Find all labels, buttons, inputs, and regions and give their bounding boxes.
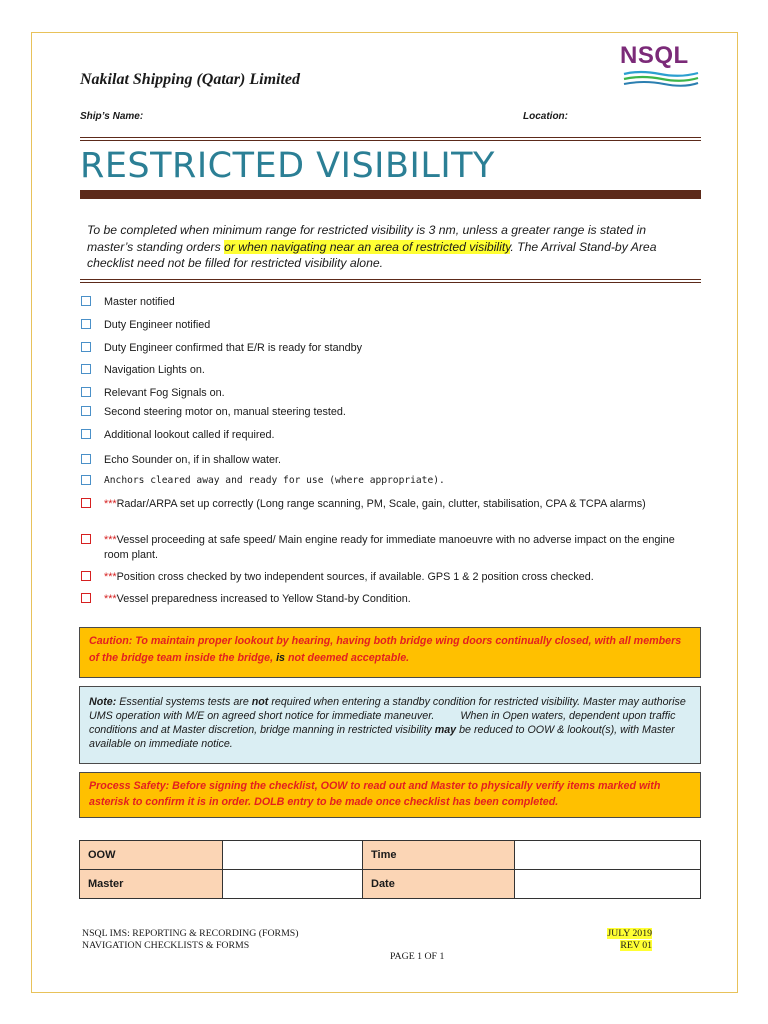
- caution-text-2: not deemed acceptable.: [284, 652, 410, 664]
- master-field[interactable]: [223, 870, 363, 899]
- note-not: not: [251, 696, 269, 708]
- checklist-item: [80, 341, 680, 356]
- asterisk-marker: ***: [104, 534, 117, 546]
- time-field[interactable]: [515, 841, 701, 870]
- checklist-item: [80, 386, 680, 401]
- note-label: Note:: [89, 696, 117, 708]
- checkbox[interactable]: [81, 454, 91, 464]
- checklist-item-text: Position cross checked by two independent sources, if available. GPS 1 & 2 position cross checked.: [116, 571, 594, 583]
- checklist-item-critical: [80, 533, 680, 562]
- checklist-item-critical: [80, 497, 680, 512]
- asterisk-marker: ***: [104, 593, 117, 605]
- checkbox[interactable]: [81, 593, 91, 603]
- checklist-item: [80, 318, 680, 333]
- footer-rev: REV 01: [620, 939, 652, 951]
- checklist-item-text: Vessel proceeding at safe speed/ Main engine ready for immediate manoeuvre with no adverse impact on the engine room plant.: [104, 534, 675, 561]
- company-logo: [620, 42, 702, 90]
- table-row: [80, 841, 701, 870]
- asterisk-marker: ***: [104, 571, 117, 583]
- caution-box: [79, 627, 701, 678]
- intro-part-1: To be completed when minimum range for restricted visibility is 3 nm, unless a greater range is stated in master’s standing orders: [87, 223, 647, 254]
- caution-text-1: Caution: To maintain proper lookout by hearing, having both bridge wing doors continually closed, with all members of the bridge team inside the bridge,: [89, 635, 682, 664]
- checklist-item: [80, 428, 680, 443]
- checklist-item: [80, 453, 680, 468]
- intro-rule-2: [80, 282, 701, 283]
- note-box: [79, 686, 701, 764]
- checklist-item-text: Anchors cleared away and ready for use (where appropriate).: [104, 475, 445, 486]
- footer-line-1: NSQL IMS: REPORTING & RECORDING (FORMS): [82, 928, 299, 939]
- intro-rule: [80, 279, 701, 280]
- checklist-item: [80, 363, 680, 378]
- checkbox[interactable]: [81, 387, 91, 397]
- intro-highlight: or when navigating near an area of restricted visibility: [224, 239, 511, 254]
- logo-text: NSQL: [620, 42, 689, 69]
- checklist-item-text: Vessel preparedness increased to Yellow Stand-by Condition.: [116, 593, 411, 605]
- checklist-item: [80, 405, 680, 420]
- asterisk-marker: ***: [104, 498, 117, 510]
- checklist-item-text: Duty Engineer notified: [104, 319, 211, 331]
- checkbox[interactable]: [81, 571, 91, 581]
- footer-line-2: NAVIGATION CHECKLISTS & FORMS: [82, 939, 250, 951]
- note-text-1: Essential systems tests are: [116, 696, 252, 708]
- checkbox[interactable]: [81, 406, 91, 416]
- checklist-item-text: Second steering motor on, manual steering tested.: [104, 406, 346, 418]
- date-field[interactable]: [515, 870, 701, 899]
- page-number: PAGE 1 OF 1: [390, 951, 445, 962]
- master-label: Master: [80, 870, 223, 899]
- checkbox[interactable]: [81, 534, 91, 544]
- title-bar: [80, 190, 701, 199]
- footer-right: [560, 928, 652, 951]
- note-may: may: [434, 724, 457, 736]
- checklist-item-critical: [80, 570, 680, 585]
- checkbox[interactable]: [81, 342, 91, 352]
- checklist-item-text: Duty Engineer confirmed that E/R is ready for standby: [104, 342, 363, 354]
- time-label: Time: [363, 841, 515, 870]
- note-text-4: be reduced to OOW & lookout(s), with Master available on immediate notice.: [89, 724, 675, 750]
- checklist-item-critical: [80, 592, 680, 607]
- checkbox[interactable]: [81, 364, 91, 374]
- checklist-item-text: Navigation Lights on.: [104, 364, 205, 376]
- checkbox[interactable]: [81, 319, 91, 329]
- note-text-2: required when entering a standby condition for restricted visibility. Master may authorise UMS operation with M/E on agreed short notice for immediate maneuver.: [89, 696, 686, 722]
- intro-text: [87, 222, 695, 272]
- location-label: Location:: [523, 111, 568, 122]
- header-rule-2: [80, 140, 701, 141]
- checklist-item-text: Additional lookout called if required.: [104, 429, 275, 441]
- process-safety-box: Process Safety: Before signing the checklist, OOW to read out and Master to physically verify items marked with asterisk to confirm it is in order. DOLB entry to be made once checklist has been completed.: [79, 772, 701, 818]
- caution-is: is: [276, 652, 285, 664]
- note-text-3: When in Open waters, dependent upon traffic conditions and at Master discretion, bridge manning in restricted visibility: [89, 710, 676, 736]
- footer-date: JULY 2019: [607, 928, 652, 939]
- checklist-item-text: Echo Sounder on, if in shallow water.: [104, 454, 282, 466]
- checkbox[interactable]: [81, 475, 91, 485]
- checklist-item: [80, 295, 680, 310]
- checklist-item-text: Radar/ARPA set up correctly (Long range scanning, PM, Scale, gain, clutter, stabilisation, CPA & TCPA alarms): [116, 498, 646, 510]
- intro-part-2: . The Arrival Stand-by Area checklist need not be filled for restricted visibility alone.: [87, 239, 657, 270]
- checklist-item-text: Relevant Fog Signals on.: [104, 387, 225, 399]
- oow-field[interactable]: [223, 841, 363, 870]
- checkbox[interactable]: [81, 498, 91, 508]
- ship-name-label: Ship’s Name:: [80, 111, 144, 122]
- date-label: Date: [363, 870, 515, 899]
- page-title: RESTRICTED VISIBILITY: [80, 146, 495, 186]
- checklist-item: [80, 474, 680, 489]
- checkbox[interactable]: [81, 296, 91, 306]
- checkbox[interactable]: [81, 429, 91, 439]
- logo-waves-icon: [620, 70, 702, 88]
- checklist-item-text: Master notified: [104, 296, 175, 308]
- header-rule: [80, 137, 701, 138]
- signature-table: [79, 840, 701, 899]
- table-row: [80, 870, 701, 899]
- footer-left: [82, 928, 299, 951]
- company-name: Nakilat Shipping (Qatar) Limited: [80, 71, 301, 88]
- oow-label: OOW: [80, 841, 223, 870]
